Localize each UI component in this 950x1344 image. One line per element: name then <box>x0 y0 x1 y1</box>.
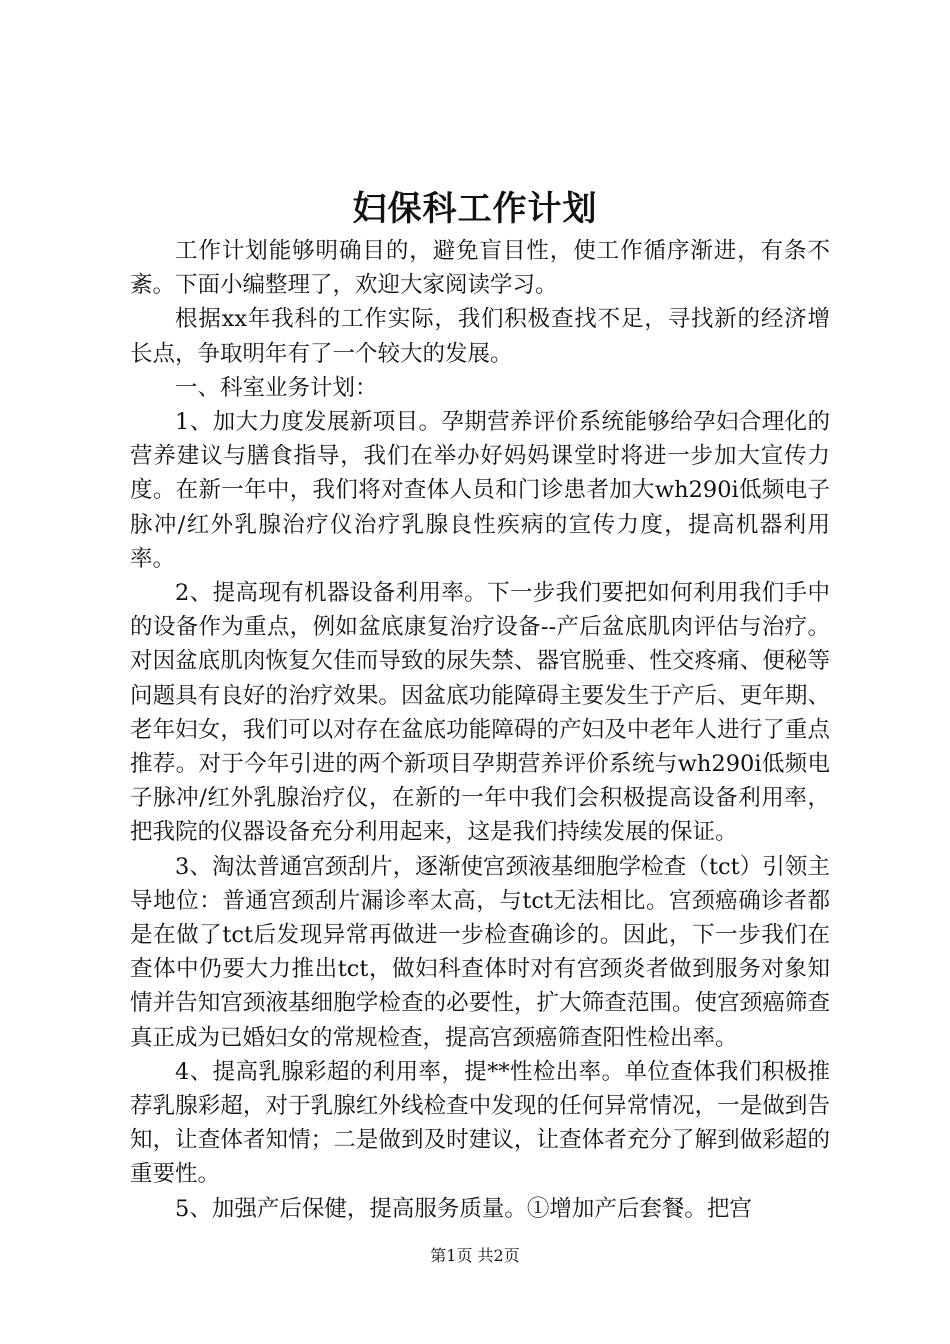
page-footer: 第1页 共2页 <box>430 1246 520 1265</box>
document-title: 妇保科工作计划 <box>352 189 598 229</box>
item-5-paragraph: 5、加强产后保健，提高服务质量。①增加产后套餐。把宫 <box>175 1195 752 1222</box>
item-1-paragraph: 1、加大力度发展新项目。孕期营养评价系统能够给孕妇合理化的营养建议与膳食指导，我们在举办好妈妈课堂时将进一步加大宣传力度。在新一年中，我们将对查体人员和门诊患者加大wh290i低频电子脉冲/红外乳腺治疗仪治疗乳腺良性疾病的宣传力度，提高机器利用率。 <box>130 409 830 572</box>
section-heading: 一、科室业务计划： <box>175 374 378 401</box>
item-4-paragraph: 4、提高乳腺彩超的利用率，提**性检出率。单位查体我们积极推荐乳腺彩超，对于乳腺红外线检查中发现的任何异常情况，一是做到告知，让查体者知情；二是做到及时建议，让查体者充分了解到做彩超的重要性。 <box>130 1058 830 1188</box>
item-2-paragraph: 2、提高现有机器设备利用率。下一步我们要把如何利用我们手中的设备作为重点，例如盆底康复治疗设备--产后盆底肌肉评估与治疗。对因盆底肌肉恢复欠佳而导致的尿失禁、器官脱垂、性交疼痛、便秘等问题具有良好的治疗效果。因盆底功能障碍主要发生于产后、更年期、老年妇女，我们可以对存在盆底功能障碍的产妇及中老年人进行了重点推荐。对于今年引进的两个新项目孕期营养评价系统与wh290i低频电子脉冲/红外乳腺治疗仪，在新的一年中我们会积极提高设备利用率，把我院的仪器设备充分利用起来，这是我们持续发展的保证。 <box>130 580 830 846</box>
intro-paragraph: 工作计划能够明确目的，避免盲目性，使工作循序渐进，有条不紊。下面小编整理了，欢迎大家阅读学习。 <box>130 238 830 299</box>
item-3-paragraph: 3、淘汰普通宫颈刮片，逐渐使宫颈液基细胞学检查（tct）引领主导地位：普通宫颈刮片漏诊率太高，与tct无法相比。宫颈癌确诊者都是在做了tct后发现异常再做进一步检查确诊的。因此，下一步我们在查体中仍要大力推出tct，做妇科查体时对有宫颈炎者做到服务对象知情并告知宫颈液基细胞学检查的必要性，扩大筛查范围。使宫颈癌筛查真正成为已婚妇女的常规检查，提高宫颈癌筛查阳性检出率。 <box>130 853 830 1051</box>
document-body <box>130 234 830 1226</box>
background-paragraph: 根据xx年我科的工作实际，我们积极查找不足，寻找新的经济增长点，争取明年有了一个较大的发展。 <box>130 306 830 367</box>
